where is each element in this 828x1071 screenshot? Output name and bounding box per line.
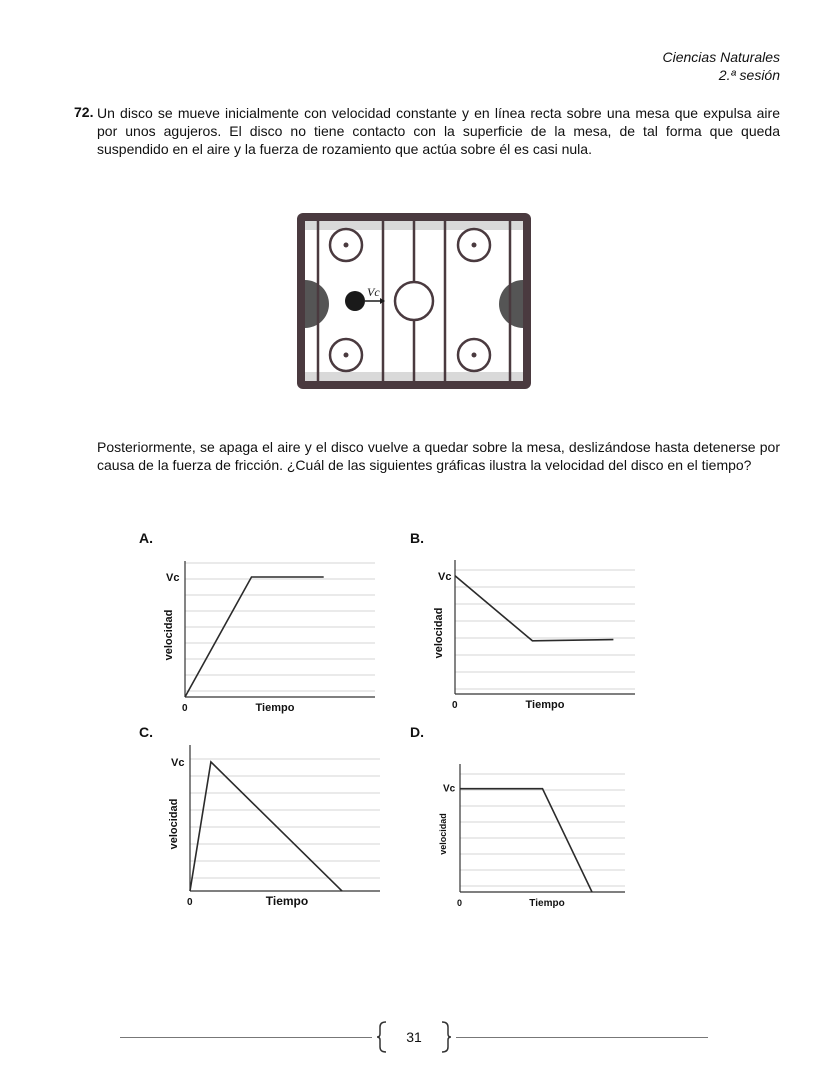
origin-label: 0 xyxy=(182,703,188,714)
x-axis-label: Tiempo xyxy=(265,894,309,908)
y-axis-label: velocidad xyxy=(433,607,445,659)
velocity-curve xyxy=(190,762,342,891)
graph-grid xyxy=(185,563,375,691)
session-label: 2.ª sesión xyxy=(718,67,780,83)
graph-grid xyxy=(190,759,380,878)
vc-tick-label: Vc xyxy=(443,783,456,795)
option-b-letter: B. xyxy=(410,530,424,546)
option-a-letter: A. xyxy=(139,530,153,546)
origin-label: 0 xyxy=(457,898,463,908)
origin-label: 0 xyxy=(187,897,193,908)
graph-c xyxy=(165,745,385,915)
origin-label: 0 xyxy=(452,700,458,711)
y-axis-label: velocidad xyxy=(168,798,180,850)
velocity-curve xyxy=(455,576,613,641)
air-table-figure xyxy=(294,210,534,392)
velocity-curve xyxy=(460,789,592,892)
x-axis-label: Tiempo xyxy=(525,699,565,711)
graph-grid xyxy=(455,570,635,689)
footer-rule-left xyxy=(120,1037,372,1038)
graph-grid xyxy=(460,774,625,886)
puck xyxy=(345,291,365,311)
graph-d xyxy=(435,762,635,912)
vc-tick-label: Vc xyxy=(438,570,452,583)
header xyxy=(663,48,781,84)
footer-rule-right xyxy=(456,1037,708,1038)
vc-tick-label: Vc xyxy=(171,756,185,769)
graph-a xyxy=(160,555,380,720)
y-axis-label: velocidad xyxy=(438,813,448,855)
center-circle xyxy=(395,282,433,320)
subject-title: Ciencias Naturales xyxy=(662,49,780,65)
question-number: 72. xyxy=(74,104,94,120)
y-axis-label: velocidad xyxy=(163,609,175,661)
x-axis-label: Tiempo xyxy=(529,898,565,909)
followup-text: Posteriormente, se apaga el aire y el disco vuelve a quedar sobre la mesa, deslizándose hasta detenerse por causa de la fuerza de fricción. ¿Cuál de las siguientes gráficas ilustra la velocidad del disco en el tiempo? xyxy=(97,439,780,473)
vc-tick-label: Vc xyxy=(166,572,180,584)
graph-b xyxy=(430,556,650,716)
option-c-letter: C. xyxy=(139,724,153,740)
question-text: Un disco se mueve inicialmente con velocidad constante y en línea recta sobre una mesa que expulsa aire por unos agujeros. El disco no tiene contacto con la superficie de la mesa, de tal forma que queda suspendido en el aire y la fuerza de rozamiento que actúa sobre él es casi nula. xyxy=(97,105,780,157)
option-d-letter: D. xyxy=(410,724,424,740)
page-number: 31 xyxy=(406,1029,422,1045)
x-axis-label: Tiempo xyxy=(255,702,295,714)
velocity-label: Vc xyxy=(367,285,380,299)
